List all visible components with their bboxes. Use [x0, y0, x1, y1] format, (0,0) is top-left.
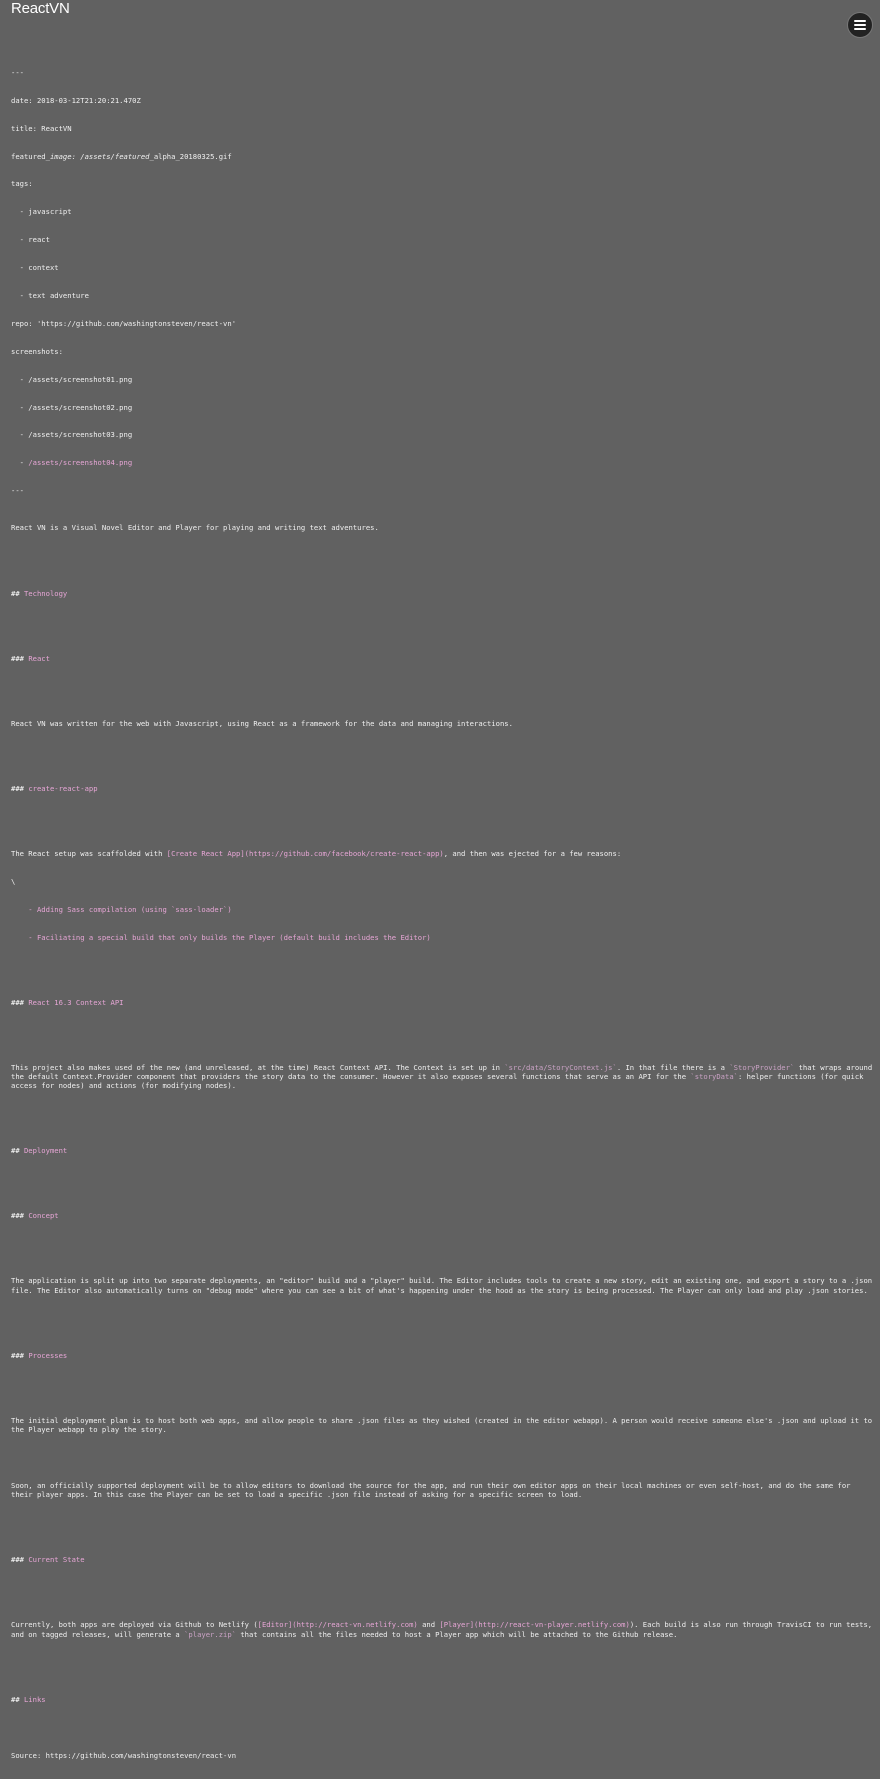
- heading-react: [11, 654, 873, 663]
- current-state-paragraph: [11, 1620, 877, 1639]
- heading-text: React: [28, 653, 50, 663]
- heading-context: [11, 998, 873, 1007]
- links-partial-line: Source: https://github.com/washingtonsteven/react-vn: [11, 1750, 237, 1760]
- editor-link[interactable]: [Editor](http://react-vn.netlify.com): [257, 1620, 418, 1630]
- frontmatter-repo: repo: 'https://github.com/washingtonsteven/react-vn': [11, 318, 237, 328]
- featured-post: alpha_20180325.gif: [153, 151, 232, 161]
- inline-code: `src/data/StoryContext.js`: [504, 1062, 617, 1072]
- frontmatter-open: ---: [11, 67, 24, 77]
- inline-code: `StoryProvider`: [729, 1062, 795, 1072]
- cra-list-item: - Adding Sass compilation (using `sass-loader`): [11, 904, 232, 914]
- intro-paragraph: React VN is a Visual Novel Editor and Player for playing and writing text adventures.: [11, 523, 379, 533]
- frontmatter-close: ---: [11, 486, 24, 496]
- frontmatter-tag: - react: [11, 235, 50, 245]
- featured-sep: _: [45, 151, 50, 161]
- context-text-3: that wraps around the default Context.Provider component that providers the story data to the consumer. However it also exposes several functions that serve as an API for the: [11, 1062, 877, 1081]
- heading-cra: [11, 784, 873, 793]
- heading-text: Concept: [28, 1211, 59, 1221]
- current-text-4: that contains all the files needed to host a Player app which will be attached to the Github release.: [236, 1629, 678, 1639]
- heading-prefix: ###: [11, 783, 29, 793]
- processes-paragraph-2: Soon, an officially supported deployment will be to allow editors to download the source for the app, and run their own editor apps on their local machines or even self-host, and do the same for their player apps. In this case the Player can be set to load a specific .json file instead of asking for a specific screen to load.: [11, 1481, 855, 1500]
- frontmatter-screenshots-label: screenshots:: [11, 346, 63, 356]
- current-text-2: and: [417, 1620, 440, 1630]
- frontmatter-screenshot: - /assets/screenshot02.png: [11, 402, 133, 412]
- frontmatter-screenshot: - /assets/screenshot01.png: [11, 374, 133, 384]
- current-text-3: ). Each build is also run through TravisCI to run tests, and on tagged releases, will generate a: [11, 1620, 877, 1639]
- cra-text-2: , and then was ejected for a few reasons:: [443, 848, 622, 858]
- heading-prefix: ###: [11, 653, 29, 663]
- heading-processes: [11, 1351, 873, 1360]
- context-text-1: This project also makes used of the new (and unreleased, at the time) React Context API. The Context is set up in: [11, 1062, 505, 1072]
- react-paragraph: React VN was written for the web with Javascript, using React as a framework for the data and managing interactions.: [11, 718, 513, 728]
- frontmatter-date: date: 2018-03-12T21:20:21.470Z: [11, 95, 141, 105]
- heading-text: Links: [23, 1694, 46, 1704]
- context-text-2: . In that file there is a: [616, 1062, 730, 1072]
- heading-text: create-react-app: [28, 783, 98, 793]
- create-react-app-link[interactable]: [Create React App](https://github.com/facebook/create-react-app): [166, 848, 444, 858]
- player-link[interactable]: [Player](http://react-vn-player.netlify.com): [439, 1620, 630, 1630]
- inline-code: `storyData`: [690, 1071, 738, 1081]
- heading-prefix: ##: [11, 1146, 24, 1156]
- heading-links: [11, 1695, 873, 1704]
- frontmatter-screenshot: - /assets/screenshot03.png: [11, 430, 133, 440]
- heading-prefix: ##: [11, 1694, 24, 1704]
- hamburger-menu-icon-bar: [854, 24, 866, 26]
- screenshot-last-path: /assets/screenshot04.png: [28, 458, 133, 468]
- app-title: ReactVN: [11, 0, 70, 17]
- featured-mid: image: /assets/featured: [49, 151, 150, 161]
- frontmatter-tag: - javascript: [11, 207, 72, 217]
- frontmatter-featured: [11, 152, 873, 161]
- heading-text: React 16.3 Context API: [28, 997, 124, 1007]
- frontmatter-screenshot-last: [11, 458, 873, 467]
- frontmatter-tag: - text adventure: [11, 291, 89, 301]
- heading-prefix: ###: [11, 1211, 29, 1221]
- heading-prefix: ###: [11, 1555, 29, 1565]
- frontmatter-tag: - context: [11, 263, 59, 273]
- cra-list-item: - Faciliating a special build that only builds the Player (default build includes the Editor): [11, 932, 431, 942]
- heading-prefix: ###: [11, 997, 29, 1007]
- heading-text: Processes: [28, 1350, 68, 1360]
- processes-paragraph-1: The initial deployment plan is to host both web apps, and allow people to share .json files as they wished (created in the editor webapp). A person would receive someone else's .json and upload it to the Player webapp to play the story.: [11, 1415, 877, 1435]
- featured-sep-2: _: [149, 151, 154, 161]
- frontmatter-title: title: ReactVN: [11, 123, 72, 133]
- screenshot-dash: -: [11, 458, 29, 468]
- heading-current-state: [11, 1555, 873, 1564]
- concept-paragraph: The application is split up into two separate deployments, an "editor" build and a "player" build. The Editor includes tools to create a new story, edit an existing one, and export a story to a .json file. The Editor also automatically turns on "debug mode" where you can see a bit of what's happening under the hood as the story is being processed. The Player can only load and play .json stories.: [11, 1276, 877, 1295]
- context-text-4: : helper functions (for quick access for nodes) and actions (for modifying nodes).: [11, 1071, 868, 1091]
- hamburger-menu-icon: [854, 20, 866, 22]
- heading-text: Technology: [23, 588, 68, 598]
- context-paragraph: [11, 1062, 877, 1091]
- backslash: \: [11, 876, 16, 886]
- heading-technology: [11, 589, 873, 598]
- heading-text: Deployment: [23, 1146, 68, 1156]
- heading-concept: [11, 1211, 873, 1220]
- featured-pre: featured: [11, 151, 46, 161]
- heading-prefix: ##: [11, 588, 24, 598]
- current-text-1: Currently, both apps are deployed via Github to Netlify (: [11, 1620, 258, 1630]
- inline-code: `player.zip`: [184, 1629, 237, 1639]
- heading-text: Current State: [28, 1555, 85, 1565]
- cra-text-1: The React setup was scaffolded with: [11, 848, 167, 858]
- menu-button[interactable]: [847, 12, 873, 38]
- cra-paragraph: [11, 849, 873, 858]
- heading-prefix: ###: [11, 1350, 29, 1360]
- markdown-content: [11, 40, 877, 1779]
- hamburger-menu-icon-bar: [854, 28, 866, 30]
- heading-deployment: [11, 1146, 873, 1155]
- frontmatter-tags-label: tags:: [11, 179, 33, 189]
